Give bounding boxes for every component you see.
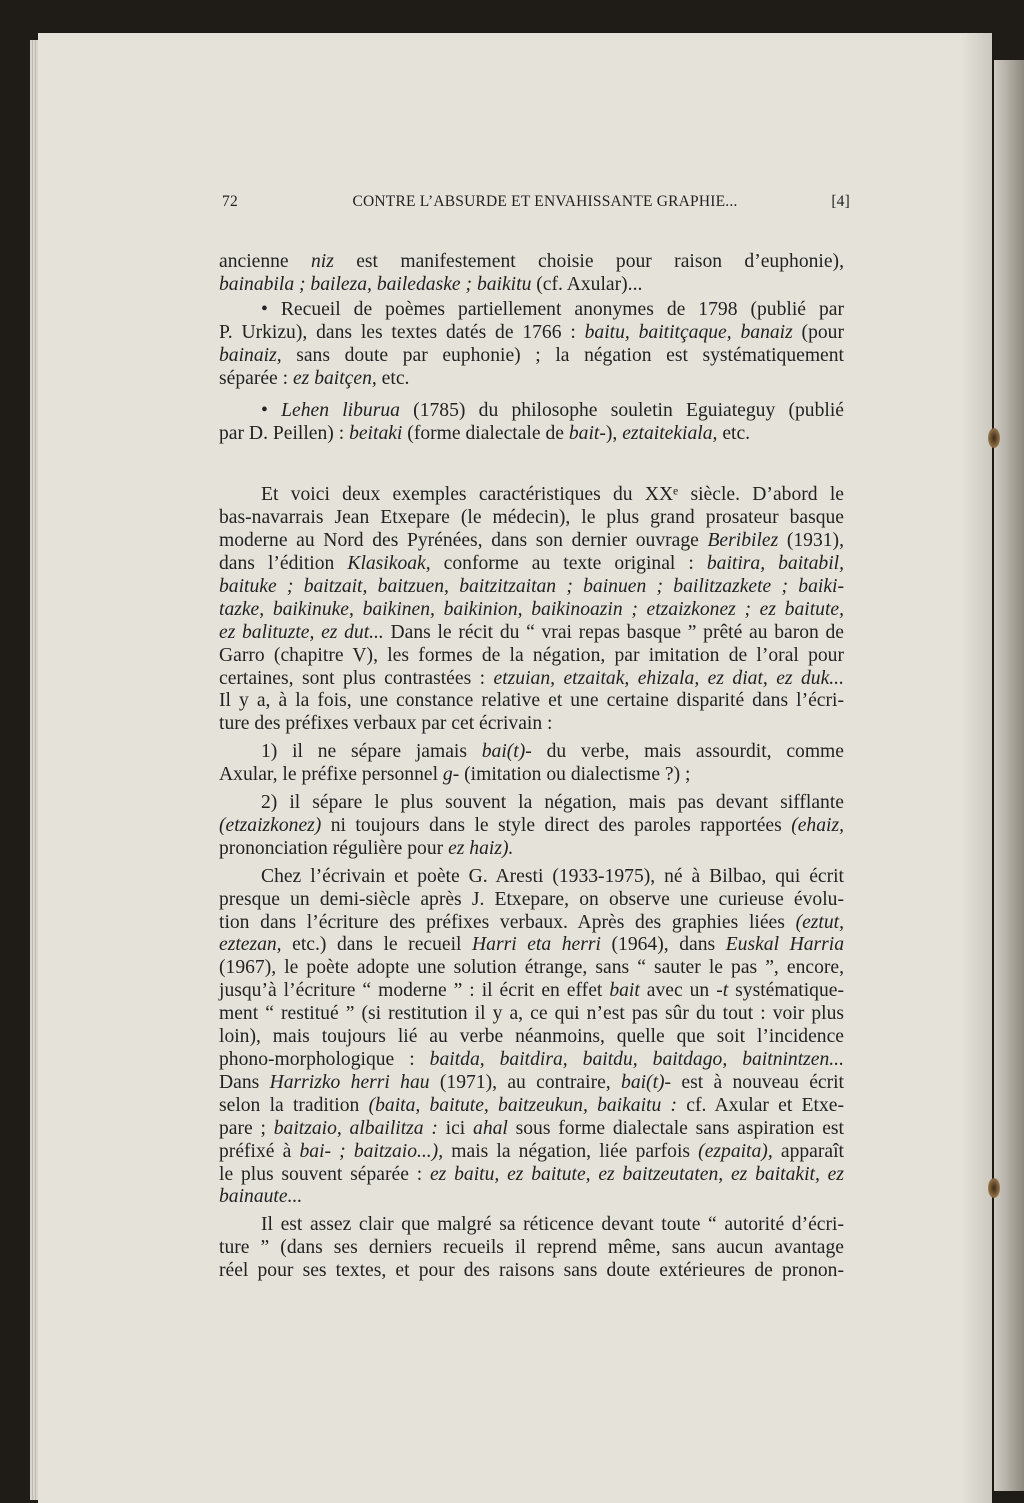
text-line <box>219 423 844 446</box>
italic-run: bai(t)- <box>481 741 532 763</box>
text-run: préfixé à <box>219 1140 300 1162</box>
italic-run: beitaki <box>349 423 403 445</box>
running-header <box>220 193 850 215</box>
paragraph <box>219 866 844 1210</box>
text-line <box>219 838 844 861</box>
italic-run: tazke, baikinuke, baikinen, baikinion, baikinoazin ; etzaizkonez ; ez baitute, <box>219 598 844 620</box>
italic-run: niz <box>310 251 334 272</box>
binding-hole-icon <box>988 1178 1000 1198</box>
text-run: bas-navarrais Jean Etxepare (le médecin), le plus grand prosateur basque <box>219 507 844 529</box>
text-line <box>219 1095 844 1118</box>
text-run: par D. Peillen) : <box>219 423 350 445</box>
italic-run: ez haiz). <box>448 837 514 859</box>
text-run: (imitation ou dialectisme ?) ; <box>459 764 691 786</box>
text-run: • <box>261 400 282 422</box>
text-line <box>219 553 844 576</box>
text-line <box>219 690 844 713</box>
italic-run: Harri eta herri <box>472 934 601 956</box>
italic-run: bainabila ; baileza, bailedaske ; baikitu <box>219 273 532 295</box>
text-run: séparée : <box>219 367 293 389</box>
text-run: tion dans l’écriture des préfixes verbaux. Après des graphies liées <box>219 911 796 933</box>
italic-run: (baita, baitute, baitzeukun, baikaitu : <box>368 1094 678 1116</box>
italic-run: (eztut, <box>795 911 844 933</box>
text-run: est à nouveau écrit <box>671 1071 844 1093</box>
facing-page-edge <box>994 60 1024 1491</box>
text-run: Dans <box>219 1071 270 1093</box>
text-line <box>219 345 844 368</box>
text-line <box>219 1214 844 1237</box>
text-run: le plus souvent séparée : <box>219 1163 430 1185</box>
page-number: 72 <box>222 193 238 210</box>
gutter-shadow <box>960 33 994 1503</box>
text-line <box>219 530 844 553</box>
italic-run: baituke ; baitzait, baitzuen, baitzitzaitan ; bainuen ; bailitzazkete ; baiki- <box>219 575 844 597</box>
text-line <box>219 934 844 957</box>
text-run: avec un <box>639 980 717 1002</box>
text-line <box>219 1026 844 1049</box>
italic-run: bai- ; baitzaio...), <box>299 1140 444 1162</box>
text-run: Axular, le préfixe personnel <box>219 764 443 786</box>
text-run: prononciation régulière pour <box>219 837 449 859</box>
text-run: phono-morphologique : <box>219 1049 430 1070</box>
text-line <box>219 622 844 645</box>
italic-run: Klasikoak, <box>347 552 431 574</box>
text-run: loin), mais toujours lié au verbe néanmoins, quelle que soit l’incidence <box>219 1026 844 1048</box>
text-line <box>219 1118 844 1141</box>
text-line <box>219 764 844 787</box>
text-line <box>219 1003 844 1026</box>
italic-run: ahal <box>473 1117 508 1139</box>
text-line <box>219 792 844 815</box>
running-title: CONTRE L’ABSURDE ET ENVAHISSANTE GRAPHIE... <box>352 193 738 210</box>
text-run: etc. <box>717 423 751 445</box>
text-run: • Recueil de poèmes partiellement anonymes de 1798 (publié par <box>261 298 844 320</box>
italic-run: eztaitekiala, <box>622 423 718 445</box>
text-run: Et voici deux exemples caractéristiques du XXᵉ siècle. D’abord le <box>261 484 844 506</box>
text-run: Il est assez clair que malgré sa réticence devant toute “ autorité d’écri- <box>261 1214 844 1236</box>
italic-run: bainaute... <box>219 1186 303 1208</box>
text-run: presque un demi-siècle après J. Etxepare, on observe une curieuse évolu- <box>219 888 844 910</box>
text-run: conforme au texte original : <box>430 552 707 574</box>
italic-run: eztezan, <box>219 934 282 956</box>
text-run: Garro (chapitre V), les formes de la négation, par imitation de l’oral pour <box>219 644 844 666</box>
text-line <box>219 866 844 889</box>
text-line <box>219 741 844 764</box>
italic-run: bait- <box>568 423 606 445</box>
text-run: cf. Axular et Etxe- <box>677 1094 844 1116</box>
italic-run: Beribilez <box>707 530 779 552</box>
italic-run: bai(t)- <box>621 1071 672 1093</box>
text-run: ), <box>605 423 623 445</box>
text-run: ture ” (dans ses derniers recueils il reprend même, sans aucun avantage <box>219 1237 844 1259</box>
binding-hole-icon <box>988 428 1000 448</box>
text-run: systématique- <box>728 980 844 1002</box>
text-run: ni toujours dans le style direct des paroles rapportées <box>321 814 792 836</box>
text-line <box>219 368 844 391</box>
text-line <box>219 484 844 507</box>
text-run: sans doute par euphonie) ; la négation est systématiquement <box>281 344 844 366</box>
italic-run: baitu, baititçaque, banaiz <box>584 321 793 343</box>
text-line <box>219 576 844 599</box>
text-run: (1967), le poète adopte une solution étrange, sans “ sauter le pas ”, encore, <box>219 957 844 979</box>
text-run: (1964), dans <box>600 934 726 956</box>
text-line <box>219 815 844 838</box>
italic-run: (etzaizkonez) <box>219 814 322 836</box>
italic-run: g- <box>442 764 460 786</box>
text-line <box>219 889 844 912</box>
text-run: réel pour ses textes, et pour des raisons sans doute extérieures de pronon- <box>219 1260 844 1282</box>
text-run: (1931), <box>778 530 844 552</box>
paragraph <box>219 792 844 861</box>
italic-run: Euskal Harria <box>725 934 845 956</box>
text-run: pare ; <box>219 1117 274 1139</box>
text-run: ancienne <box>219 251 311 272</box>
text-run: moderne au Nord des Pyrénées, dans son dernier ouvrage <box>219 530 708 552</box>
text-run: (pour <box>792 321 844 343</box>
text-line <box>219 668 844 691</box>
text-run: Dans le récit du “ vrai repas basque ” prêté au baron de <box>383 621 844 643</box>
italic-run: baitda, baitdira, baitdu, baitdago, baitnintzen... <box>429 1049 844 1070</box>
text-run: (1971), au contraire, <box>429 1071 622 1093</box>
text-line <box>219 1072 844 1095</box>
text-run: (cf. Axular)... <box>531 273 643 295</box>
text-run: selon la tradition <box>219 1094 369 1116</box>
text-run: etc.) dans le recueil <box>281 934 473 956</box>
section-number: [4] <box>831 193 850 210</box>
italic-run: baitzaio, albailitza : <box>273 1117 438 1139</box>
italic-run: bait <box>609 980 640 1002</box>
text-line <box>219 1186 844 1209</box>
paragraph <box>219 484 844 736</box>
text-run: Il y a, à la fois, une constance relative et une certaine disparité dans l’écri- <box>219 690 844 712</box>
text-run: apparaît <box>772 1140 844 1162</box>
text-line <box>219 957 844 980</box>
italic-run: (ehaiz, <box>791 814 844 836</box>
text-line <box>219 299 844 322</box>
text-line <box>219 400 844 423</box>
text-run: du verbe, mais assourdit, comme <box>531 741 844 763</box>
paragraph <box>219 1214 844 1283</box>
paragraph <box>219 741 844 787</box>
italic-run: ez baitu, ez baitute, ez baitzeutaten, ez baitakit, ez <box>429 1163 844 1185</box>
text-run: 2) il sépare le plus souvent la négation, mais pas devant sifflante <box>261 792 844 814</box>
text-line <box>219 1164 844 1187</box>
paragraph <box>219 299 844 391</box>
text-run: ment “ restitué ” (si restitution il y a, ce qui n’est pas sûr du tout : voir plus <box>219 1003 844 1025</box>
text-run: jusqu’à l’écriture “ moderne ” : il écrit en effet <box>219 980 610 1002</box>
italic-run: etzuian, etzaitak, ehizala, ez diat, ez duk... <box>493 667 844 689</box>
text-run: P. Urkizu), dans les textes datés de 1766 : <box>219 321 585 343</box>
text-line <box>219 251 844 274</box>
body-text <box>219 251 844 1283</box>
text-line <box>219 599 844 622</box>
text-run: (1785) du philosophe souletin Eguiateguy (publié <box>399 400 844 422</box>
text-run: est manifestement choisie pour raison d’euphonie), <box>333 251 844 272</box>
text-run: dans l’édition <box>219 552 348 574</box>
text-line <box>219 645 844 668</box>
text-run: etc. <box>376 367 410 389</box>
italic-run: Lehen liburua <box>281 400 400 422</box>
italic-run: bainaiz, <box>219 344 282 366</box>
italic-run: -t <box>716 980 729 1002</box>
text-run: certaines, sont plus contrastées : <box>219 667 494 689</box>
text-run: Chez l’écrivain et poète G. Aresti (1933-1975), né à Bilbao, qui écrit <box>261 865 844 887</box>
text-line <box>219 912 844 935</box>
text-run: ici <box>437 1117 474 1139</box>
text-line <box>219 1260 844 1283</box>
italic-run: baitira, baitabil, <box>706 552 844 574</box>
paragraph <box>219 400 844 446</box>
italic-run: ez balituzte, ez dut... <box>219 621 384 643</box>
text-line <box>219 713 844 736</box>
text-run: sous forme dialectale sans aspiration est <box>507 1117 844 1139</box>
text-line <box>219 274 844 297</box>
text-line <box>219 322 844 345</box>
text-line <box>219 1237 844 1260</box>
text-run: ture des préfixes verbaux par cet écrivain : <box>219 713 553 735</box>
italic-run: Harrizko herri hau <box>269 1071 430 1093</box>
text-run: mais la négation, liée parfois <box>443 1140 699 1162</box>
text-line <box>219 1049 844 1072</box>
text-line <box>219 980 844 1003</box>
text-run: (forme dialectale de <box>402 423 569 445</box>
text-line <box>219 1141 844 1164</box>
paragraph <box>219 251 844 297</box>
italic-run: (ezpaita), <box>698 1140 773 1162</box>
text-run: 1) il ne sépare jamais <box>261 741 482 763</box>
text-line <box>219 507 844 530</box>
italic-run: ez baitçen, <box>292 367 377 389</box>
